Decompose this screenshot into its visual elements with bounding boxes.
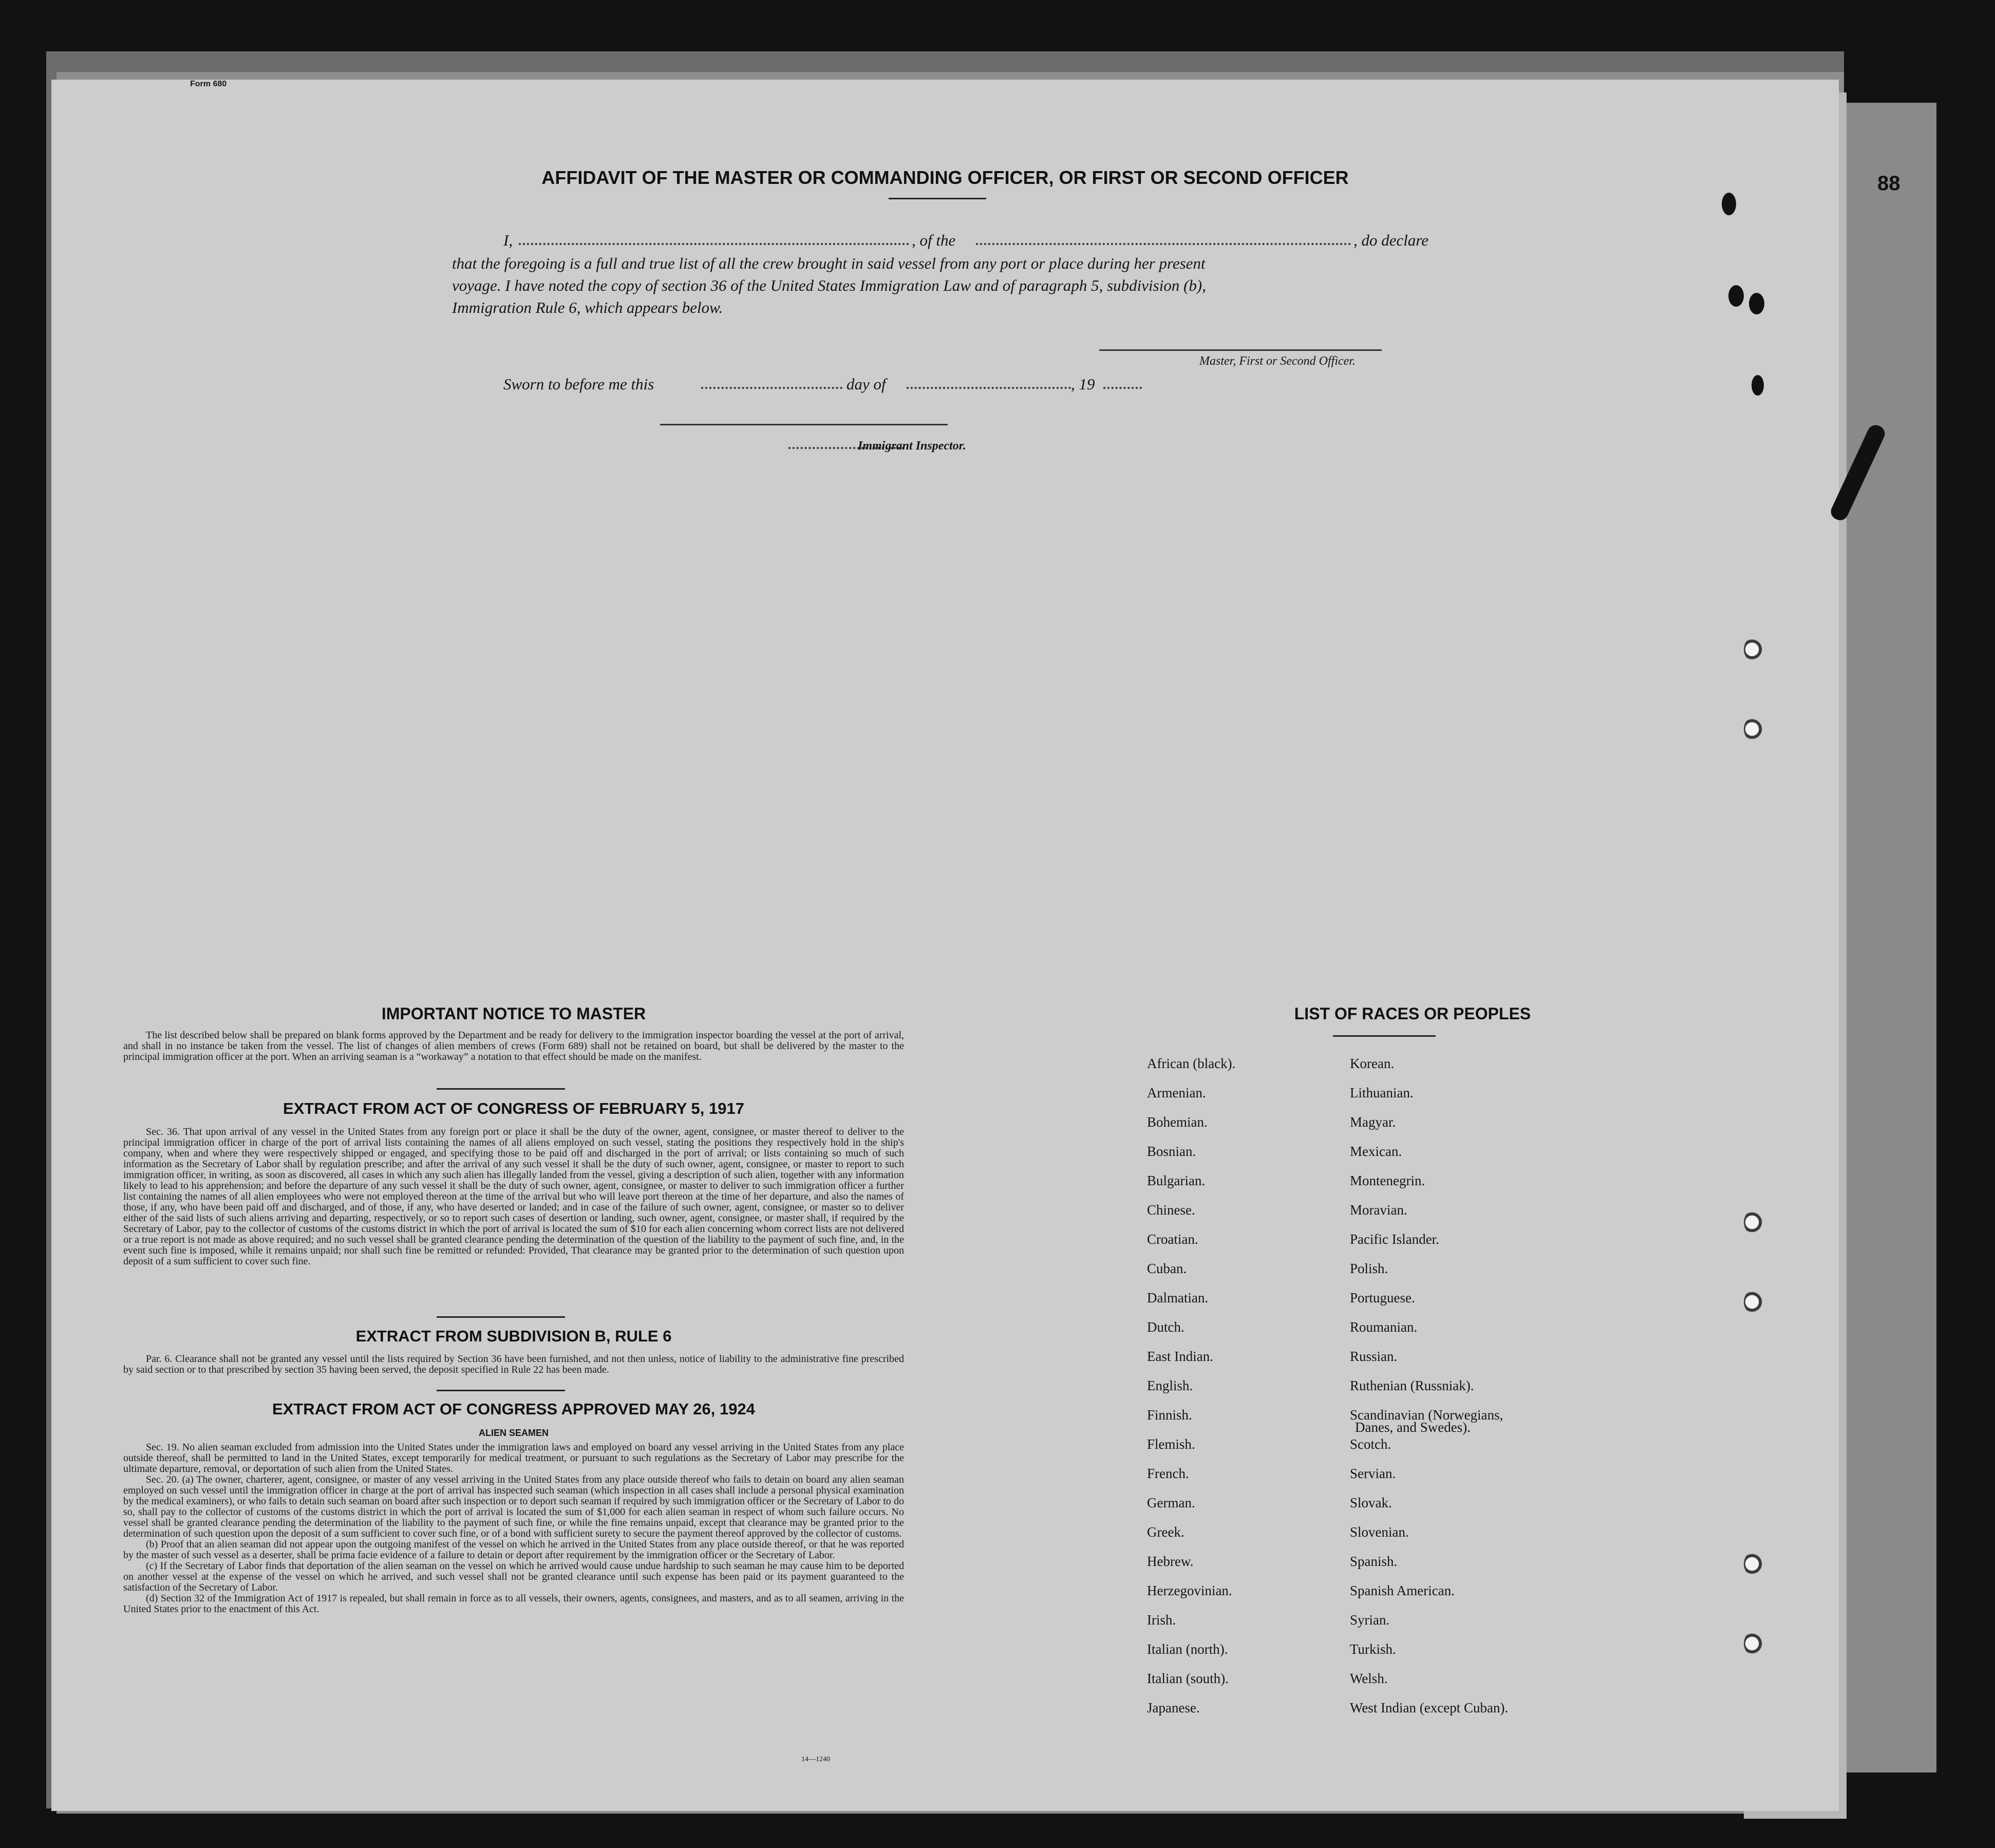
- binder-hole: [1744, 1210, 1764, 1235]
- race-item: Lithuanian.: [1350, 1085, 1414, 1100]
- affidavit-lead: I,: [503, 231, 513, 249]
- race-item: German.: [1147, 1495, 1195, 1510]
- extract-rule6-body: Par. 6. Clearance shall not be granted any vessel until the lists required by Section 36 have been furnished, and not then unless, notice of liability to the administrative fine prescribed by said section or to that prescribed by section 35 having been served, the deposit specified in Rule 22 has been made.: [123, 1353, 904, 1375]
- extract-rule6-title: EXTRACT FROM SUBDIVISION B, RULE 6: [355, 1327, 672, 1345]
- notice-title: IMPORTANT NOTICE TO MASTER: [381, 1004, 646, 1023]
- race-item: Japanese.: [1147, 1700, 1200, 1715]
- section-rule: [437, 1390, 565, 1391]
- binder-hole: [1744, 1290, 1764, 1314]
- year-prefix: , 19: [1071, 375, 1095, 393]
- race-item: Italian (south).: [1147, 1671, 1229, 1686]
- race-item: Italian (north).: [1147, 1641, 1228, 1657]
- race-item: West Indian (except Cuban).: [1350, 1700, 1509, 1715]
- race-item: Croatian.: [1147, 1231, 1198, 1247]
- race-item: French.: [1147, 1466, 1189, 1481]
- section-rule: [437, 1316, 565, 1318]
- extract-1924-body: [123, 1442, 904, 1615]
- race-item: Dalmatian.: [1147, 1290, 1209, 1305]
- race-item: Scandinavian (Norwegians,: [1350, 1407, 1503, 1423]
- race-item: Flemish.: [1147, 1436, 1195, 1452]
- alien-seamen-subtitle: ALIEN SEAMEN: [478, 1428, 549, 1438]
- sworn-prefix: Sworn to before me this: [503, 375, 654, 393]
- race-item: Korean.: [1350, 1056, 1395, 1071]
- form-page: [51, 80, 1900, 1811]
- affidavit-of-the: , of the: [912, 231, 956, 249]
- race-item: Dutch.: [1147, 1319, 1184, 1335]
- inspector-label: Immigrant Inspector.: [858, 439, 966, 453]
- underlying-sheet-edge: [1834, 103, 1936, 1772]
- race-item: Slovak.: [1350, 1495, 1392, 1510]
- race-item: Bosnian.: [1147, 1144, 1196, 1159]
- sec-20d: (d) Section 32 of the Immigration Act of 1917 is repealed, but shall remain in force as to all vessels, their owners, agents, consignees, and masters, and as to all seamen, arriving in the United States prior to the enactment of this Act.: [123, 1593, 904, 1615]
- race-item: Finnish.: [1147, 1407, 1192, 1423]
- race-item: Turkish.: [1350, 1641, 1396, 1657]
- race-item: Irish.: [1147, 1612, 1176, 1628]
- sec-20c: (c) If the Secretary of Labor finds that deportation of the alien seaman on the vessel on which he arrived would cause undue hardship to such seaman he may cause him to be deported on another vessel at the expense of the vessel on which he arrived, and such vessel shall not be granted clearance until such expense has been paid or its payment guaranteed to the satisfaction of the Secretary of Labor.: [123, 1560, 904, 1593]
- race-item: Montenegrin.: [1350, 1173, 1425, 1188]
- binder-hole: [1744, 637, 1764, 662]
- sec-20b: (b) Proof that an alien seaman did not appear upon the outgoing manifest of the vessel on which he arrived in the United States from any place outside thereof, or that he was reported by the master of such vessel as a deserter, shall be prima facie evidence of a failure to detain or deport after requirement by the immigration officer or the Secretary of Labor.: [123, 1539, 904, 1561]
- sec-20a: Sec. 20. (a) The owner, charterer, agent, consignee, or master of any vessel arriving in the United States from any place outside thereof who fails to detain on board any alien seaman employed on such vessel until the immigration officer in charge at the port of arrival has inspected such seaman (which inspection in all cases shall include a personal physical examination by the medical examiners), or who fails to detain such seaman on board after such inspection or to deport such seaman if required by such immigration officer or the Secretary of Labor to do so, shall pay to the collector of customs of the customs district in which the port of arrival is located the sum of $1,000 for each alien seaman in respect of whom such failure occurs. No vessel shall be granted clearance pending the determination of the liability to the payment of such fine, or while the fine remains unpaid, except that clearance may be granted prior to the determination of such question upon the deposit of a sum sufficient to cover such fine, or of a bond with sufficient surety to secure the payment thereof approved by the collector of customs.: [123, 1474, 904, 1539]
- affidavit-line-4: Immigration Rule 6, which appears below.: [452, 298, 723, 316]
- race-item: Greek.: [1147, 1524, 1184, 1540]
- race-item: African (black).: [1147, 1056, 1236, 1071]
- master-signature-label: Master, First or Second Officer.: [1199, 354, 1356, 368]
- title-rule: [889, 198, 986, 199]
- extract-1917-title: EXTRACT FROM ACT OF CONGRESS OF FEBRUARY 5, 1917: [283, 1099, 744, 1117]
- race-item: Chinese.: [1147, 1202, 1195, 1218]
- race-item: Bulgarian.: [1147, 1173, 1206, 1188]
- affidavit-do-declare: , do declare: [1353, 231, 1429, 249]
- extract-1924-title: EXTRACT FROM ACT OF CONGRESS APPROVED MAY 26, 1924: [272, 1400, 755, 1418]
- race-item: Danes, and Swedes).: [1355, 1420, 1471, 1435]
- ink-blot: [1728, 285, 1744, 307]
- race-item: English.: [1147, 1378, 1193, 1393]
- races-title: LIST OF RACES OR PEOPLES: [1294, 1004, 1531, 1023]
- form-number: Form 680: [190, 80, 227, 88]
- race-item: Servian.: [1350, 1466, 1396, 1481]
- race-item: Welsh.: [1350, 1671, 1388, 1686]
- affidavit-title: AFFIDAVIT OF THE MASTER OR COMMANDING OFFICER, OR FIRST OR SECOND OFFICER: [541, 167, 1349, 188]
- race-item: East Indian.: [1147, 1349, 1213, 1364]
- section-rule: [437, 1088, 565, 1090]
- race-item: Spanish.: [1350, 1554, 1398, 1569]
- race-item: Slovenian.: [1350, 1524, 1409, 1540]
- race-item: Portuguese.: [1350, 1290, 1415, 1305]
- notice-body: The list described below shall be prepared on blank forms approved by the Department and be ready for delivery to the immigration inspector boarding the vessel at the port of arrival, and shall in no instance be taken from the vessel. The list of changes of alien members of crews (Form 689) shall not be retained on board, but shall be delivered by the master to the principal immigration officer at the port. When an arriving seaman is a “workaway” a notation to that effect should be made on the manifest.: [123, 1030, 904, 1062]
- affidavit-line-2: that the foregoing is a full and true list of all the crew brought in said vessel from any port or place during her present: [452, 254, 1206, 272]
- sworn-year-field[interactable]: [1103, 387, 1142, 389]
- ink-blot: [1752, 375, 1764, 396]
- race-item: Magyar.: [1350, 1114, 1396, 1130]
- race-item: Armenian.: [1147, 1085, 1206, 1100]
- ink-blot: [1749, 293, 1764, 314]
- race-item: Hebrew.: [1147, 1554, 1194, 1569]
- sworn-month-field[interactable]: [907, 387, 1071, 389]
- sworn-day-field[interactable]: [701, 387, 842, 389]
- inspector-signature-line[interactable]: [660, 424, 948, 425]
- race-item: Pacific Islander.: [1350, 1231, 1439, 1247]
- print-code: 14—1240: [801, 1756, 830, 1763]
- binder-hole: [1744, 717, 1764, 741]
- race-item: Spanish American.: [1350, 1583, 1455, 1598]
- race-item: Mexican.: [1350, 1144, 1402, 1159]
- race-item: Syrian.: [1350, 1612, 1390, 1628]
- day-of-label: day of: [846, 375, 886, 393]
- corner-mark: 88: [1877, 172, 1900, 195]
- race-item: Bohemian.: [1147, 1114, 1208, 1130]
- race-item: Herzegovinian.: [1147, 1583, 1232, 1598]
- vessel-field[interactable]: [976, 243, 1351, 245]
- sec-19: Sec. 19. No alien seaman excluded from admission into the United States under the immigration laws and employed on board any vessel arriving in the United States from any place outside thereof, shall be permitted to land in the United States, except temporarily for medical treatment, or pursuant to such regulations as the Secretary of Labor may prescribe for the ultimate departure, removal, or deportation of such alien from the United States.: [123, 1442, 904, 1474]
- races-rule: [1333, 1035, 1436, 1037]
- race-item: Moravian.: [1350, 1202, 1407, 1218]
- name-field[interactable]: [519, 243, 909, 245]
- race-item: Cuban.: [1147, 1261, 1187, 1276]
- race-item: Roumanian.: [1350, 1319, 1418, 1335]
- race-item: Scotch.: [1350, 1436, 1391, 1452]
- race-item: Ruthenian (Russniak).: [1350, 1378, 1474, 1393]
- affidavit-line-3: voyage. I have noted the copy of section 36 of the United States Immigration Law and of paragraph 5, subdivision (b),: [452, 276, 1206, 294]
- master-signature-line[interactable]: [1099, 349, 1382, 351]
- extract-1917-body: Sec. 36. That upon arrival of any vessel in the United States from any foreign port or place it shall be the duty of the owner, agent, consignee, or master thereof to deliver to the principal immigration officer in charge of the port of arrival lists containing the names of all aliens employed on such vessel, stating the positions they respectively hold in the ship's company, when and where they were respectively shipped or engaged, and specifying those to be paid off and discharged in the port of arrival; or lists containing so much of such information as the Secretary of Labor shall by regulation prescribe; and after the arrival of any such vessel it shall be the duty of such owner, agent, consignee, or master to report to such immigration officer, in writing, as soon as discovered, all cases in which any such alien has illegally landed from the vessel, giving a description of such alien, together with any information likely to lead to his apprehension; and before the departure of any such vessel it shall be the duty of such owner, agent, consignee, or master to deliver to such immigration officer a further list containing the names of all alien employees who were not employed thereon at the time of the arrival but who will leave port thereon at the time of her departure, and also the names of those, if any, who have been paid off and discharged, and of those, if any, who have deserted or landed; and in case of the failure of such owner, agent, consignee, or master so to deliver either of the said lists of such aliens arriving and departing, respectively, or so to report such cases of desertion or landing, such owner, agent, consignee, or master shall, if required by the Secretary of Labor, pay to the collector of customs of the customs district in which the port of arrival is located the sum of $10 for each alien concerning whom correct lists are not delivered or a true report is not made as above required; and no such vessel shall be granted clearance pending the determination of the question of the liability to the payment of such fine, and, in the event such fine is imposed, while it remains unpaid; nor shall such fine be remitted or refunded: Provided, That clearance may be granted prior to the determination of such question upon deposit of a sum sufficient to cover such fine.: [123, 1126, 904, 1267]
- ink-blot: [1722, 193, 1736, 215]
- binder-hole: [1744, 1552, 1764, 1576]
- race-item: Russian.: [1350, 1349, 1398, 1364]
- race-item: Polish.: [1350, 1261, 1388, 1276]
- binder-hole: [1744, 1631, 1764, 1656]
